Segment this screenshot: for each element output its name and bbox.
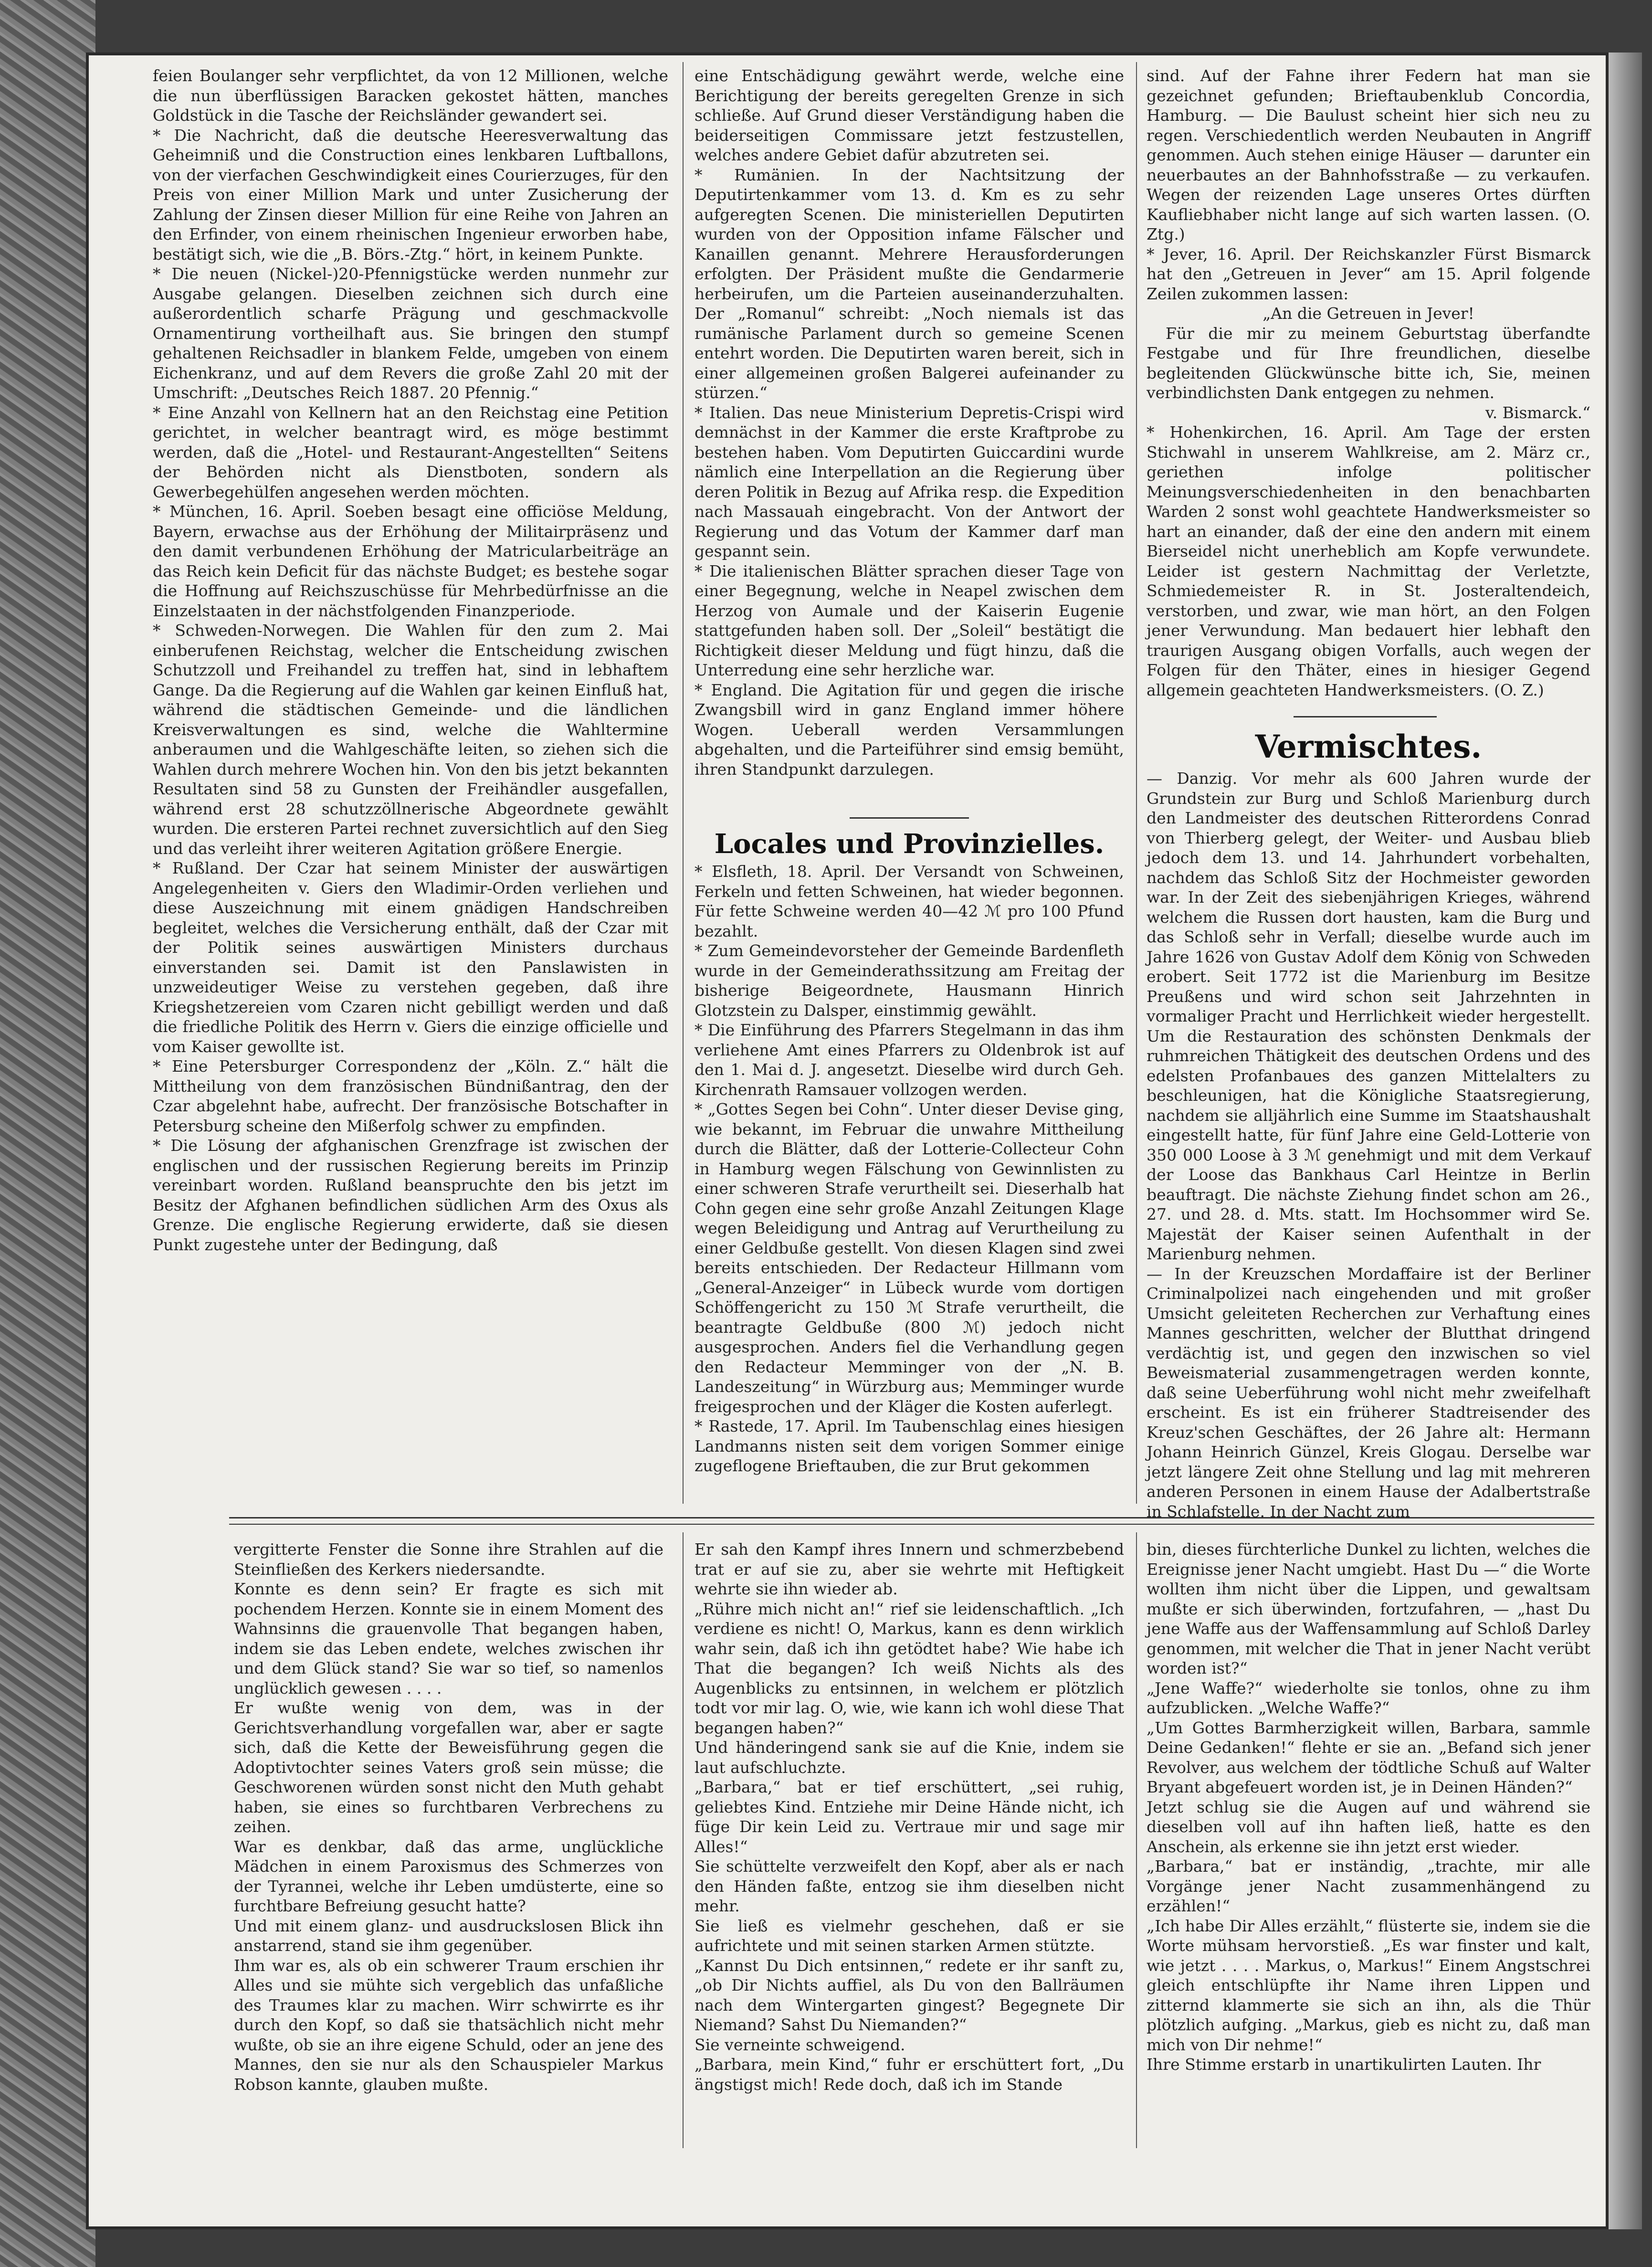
article-paragraph: * Die neuen (Nickel-)20-Pfennigstücke werden nunmehr zur Ausgabe gelangen. Dieselben zeichnen sich durch eine außerordentlich scharfe Prägung und geschmackvolle Ornamentirung vortheilhaft aus. Sie bringen den stumpf gehaltenen Reichsadler in blankem Felde, umgeben von einem Eichenkranz, und auf dem Revers die große Zahl 20 mit der Umschrift: „Deutsches Reich 1887. 20 Pfennig.“ (153, 264, 668, 402)
article-paragraph: * Rastede, 17. April. Im Taubenschlag eines hiesigen Landmanns nisten seit dem vorigen Sommer einige zugeflogene Brieftauben, die zur Brut gekommen (694, 1417, 1124, 1475)
story-paragraph: Er sah den Kampf ihres Innern und schmerzbebend trat er auf sie zu, aber sie wehrte mit Heftigkeit wehrte sie ihn wieder ab. (694, 1540, 1124, 1598)
story-paragraph: „Um Gottes Barmherzigkeit willen, Barbara, sammle Deine Gedanken!“ flehte er sie an. „Befand sich jener Revolver, aus welchem der tödtliche Schuß auf Walter Bryant abgefeuert worden ist, je in Deinen Händen?“ (1147, 1718, 1590, 1796)
feuilleton-separator-second (229, 1524, 1594, 1525)
story-paragraph: Sie schüttelte verzweifelt den Kopf, aber als er nach den Händen faßte, entzog sie ihm dieselben nicht mehr. (694, 1857, 1124, 1915)
column-top-middle (694, 66, 1124, 779)
story-paragraph: „Rühre mich nicht an!“ rief sie leidenschaftlich. „Ich verdiene es nicht! O, Markus, kann es denn wirklich wahr sein, daß ich ihn getödtet habe? Wie habe ich That die begangen? Ich weiß Nichts als des Augenblicks zu entsinnen, in welchem er plötzlich todt vor mir lag. O, wie, wie kann ich wohl diese That begangen haben?“ (694, 1599, 1124, 1737)
article-paragraph: * Zum Gemeindevorsteher der Gemeinde Bardenfleth wurde in der Gemeinderathssitzung am Freitag der bisherige Beigeordnete, Hausmann Hinrich Glotzstein zu Dalsper, einstimmig gewählt. (694, 941, 1124, 1020)
article-paragraph: * Elsfleth, 18. April. Der Versandt von Schweinen, Ferkeln und fetten Schweinen, hat wieder begonnen. Für fette Schweine werden 40—42 ℳ pro 100 Pfund bezahlt. (694, 862, 1124, 940)
article-paragraph: * Rumänien. In der Nachtsitzung der Deputirtenkammer vom 13. d. Km es zu sehr aufgeregten Scenen. Die ministeriellen Deputirten wurden von der Opposition infame Fälscher und Kanaillen genannt. Mehrere Herausforderungen erfolgten. Der Präsident mußte die Gendarmerie herbeirufen, um die Parteien auseinanderzuhalten. Der „Romanul“ schreibt: „Noch niemals ist das rumänische Parlament durch so gemeine Scenen entehrt worden. Die Deputirten waren bereit, sich in einer allgemeinen großen Balgerei aufeinander zu stürzen.“ (694, 165, 1124, 402)
column-bottom-middle (694, 1539, 1124, 2094)
heading-underline (850, 817, 969, 819)
story-paragraph: Jetzt schlug sie die Augen auf und während sie dieselben voll auf ihn haften ließ, hatte es den Anschein, als erkenne sie ihn jetzt erst wieder. (1147, 1797, 1590, 1856)
article-paragraph: — Danzig. Vor mehr als 600 Jahren wurde der Grundstein zur Burg und Schloß Marienburg durch den Landmeister des deutschen Ritterordens Conrad von Thierberg gelegt, der Weiter- und Ausbau blieb jedoch dem 13. und 14. Jahrhundert vorbehalten, nachdem das Schloß Sitz der Hochmeister geworden war. In der Zeit des siebenjährigen Krieges, während welchem die Russen dort hausten, kam die Burg und das Schloß sehr in Verfall; dieselbe wurde auch im Jahre 1626 von Gustav Adolf dem König von Schweden erobert. Seit 1772 ist die Marienburg im Besitze Preußens und wird schon seit Jahrzehnten in vormaliger Pracht und Herrlichkeit wieder hergestellt. Um die Restauration des schönsten Denkmals der ruhmreichen Thätigkeit des deutschen Ordens und des edelsten Profanbaues des ganzen Mittelalters zu beschleunigen, hat die Königliche Staatsregierung, nachdem sie alljährlich eine Summe im Staatshaushalt eingestellt hatte, für fünf Jahre eine Geld-Lotterie von 350 000 Loose à 3 ℳ genehmigt und mit dem Verkauf der Loose das Bankhaus Carl Heintze in Berlin beauftragt. Die nächste Ziehung findet schon am 26., 27. und 28. d. Mts. statt. Im Hochsommer wird Se. Majestät der Kaiser seinen Aufenthalt in der Marienburg nehmen. (1147, 769, 1590, 1263)
article-paragraph: * Jever, 16. April. Der Reichskanzler Fürst Bismarck hat den „Getreuen in Jever“ am 15. April folgende Zeilen zukommen lassen: (1147, 244, 1590, 303)
article-paragraph: * „Gottes Segen bei Cohn“. Unter dieser Devise ging, wie bekannt, im Februar die unwahre Mittheilung durch die Blätter, daß der Lotterie-Collecteur Cohn in Hamburg wegen Fälschung von Gewinnlisten zu einer schweren Strafe verurtheilt sei. Dieserhalb hat Cohn gegen eine sehr große Anzahl Zeitungen Klage wegen Beleidigung und Antrag auf Verurtheilung zu einer Geldbuße gestellt. Von diesen Klagen sind zwei bereits entschieden. Der Redacteur Hillmann vom „General-Anzeiger“ in Lübeck wurde vom dortigen Schöffengericht zu 150 ℳ Strafe verurtheilt, die beantragte Geldbuße (800 ℳ) jedoch nicht ausgesprochen. Anders fiel die Verhandlung gegen den Redacteur Memminger von der „N. B. Landeszeitung“ in Würzburg aus; Memminger wurde freigesprochen und der Kläger die Kosten auferlegt. (694, 1100, 1124, 1416)
story-paragraph: Er wußte wenig von dem, was in der Gerichtsverhandlung vorgefallen war, aber er sagte sich, daß die Kette der Beweisführung gegen die Adoptivtochter seines Vaters groß sein müsse; die Geschworenen würden sonst nicht den Muth gehabt haben, sie eines so furchtbaren Verbrechens zu zeihen. (234, 1698, 663, 1836)
column-top-middle-local (694, 862, 1124, 1476)
column-top-left (153, 66, 668, 1255)
story-paragraph: „Ich habe Dir Alles erzählt,“ flüsterte sie, indem sie die Worte mühsam hervorstieß. „Es war finster und kalt, wie jetzt . . . . Markus, o, Markus!“ Einem Angstschrei gleich entschlüpfte ihr Name ihren Lippen und zitternd klammerte sie sich an ihn, als die Thür plötzlich aufging. „Markus, gieb es nicht zu, daß man mich von Dir nehme!“ (1147, 1916, 1590, 2054)
section-heading-vermischtes: Vermischtes. (1255, 728, 1482, 765)
story-paragraph: Und mit einem glanz- und ausdruckslosen Blick ihn anstarrend, stand sie ihm gegenüber. (234, 1916, 663, 1955)
story-paragraph: „Barbara,“ bat er tief erschüttert, „sei ruhig, geliebtes Kind. Entziehe mir Deine Hände nicht, ich füge Dir kein Leid zu. Vertraue mir und sage mir Alles!“ (694, 1778, 1124, 1856)
story-paragraph: Ihm war es, als ob ein schwerer Traum erschien ihr Alles und sie mühte sich vergeblich das unfaßliche des Traumes klar zu machen. Wirr schwirrte es ihr durch den Kopf, so daß sie thatsächlich nicht mehr wußte, ob sie an ihre eigene Schuld, oder an jene des Mannes, den sie nur als den Schauspieler Markus Robson kannte, glauben mußte. (234, 1956, 663, 2094)
article-paragraph: * Hohenkirchen, 16. April. Am Tage der ersten Stichwahl in unserem Wahlkreise, am 2. März cr., geriethen infolge politischer Meinungsverschiedenheiten in den benachbarten Warden 2 sonst wohl geachtete Handwerksmeister so hart an einander, daß der eine den andern mit einem Bierseidel nicht unerheblich am Kopfe verwundete. Leider ist gestern Nachmittag der Verletzte, Schmiedemeister R. in St. Josteraltendeich, verstorben, und zwar, wie man hört, an den Folgen jener Verwundung. Man bedauert hier lebhaft den traurigen Ausgang obigen Vorfalls, auch wegen der Folgen für den Thäter, eines in hiesiger Gegend allgemein geachteten Handwerksmeisters. (O. Z.) (1147, 423, 1590, 699)
column-top-right (1147, 66, 1590, 700)
letter-signature: v. Bismarck.“ (1485, 403, 1590, 422)
article-paragraph: * Eine Anzahl von Kellnern hat an den Reichstag eine Petition gerichtet, in welcher beantragt wird, es möge bestimmt werden, daß die „Hotel- und Restaurant-Angestellten“ Seitens der Behörden nicht als Dienstboten, sondern als Gewerbegehülfen angesehen werden möchten. (153, 403, 668, 501)
story-paragraph: „Jene Waffe?“ wiederholte sie tonlos, ohne zu ihm aufzublicken. „Welche Waffe?“ (1147, 1678, 1590, 1717)
article-paragraph: sind. Auf der Fahne ihrer Federn hat man sie gezeichnet gefunden; Brieftaubenklub Concordia, Hamburg. — Die Baulust scheint hier sich neu zu regen. Verschiedentlich werden Neubauten in Angriff genommen. Auch stehen einige Häuser — darunter ein neuerbautes an der Bahnhofsstraße — zu verkaufen. Wegen der reizenden Lage unseres Ortes dürften Kaufliebhaber nicht lange auf sich warten lassen. (O. Ztg.) (1147, 66, 1590, 243)
story-paragraph: Sie verneinte schweigend. (694, 2035, 905, 2054)
story-paragraph: vergitterte Fenster die Sonne ihre Strahlen auf die Steinfließen des Kerkers niedersandte. (234, 1540, 663, 1579)
column-bottom-left (234, 1539, 663, 2094)
story-paragraph: „Kannst Du Dich entsinnen,“ redete er ihr sanft zu, „ob Dir Nichts auffiel, als Du von den Ballräumen nach dem Wintergarten gingest? Begegnete Dir Niemand? Sahst Du Niemanden?“ (694, 1956, 1124, 2034)
column-top-right-misc (1147, 769, 1590, 1521)
letter-body: Für die mir zu meinem Geburtstag überfandte Festgabe und für Ihre freundlichen, dieselbe begleitenden Glückwünsche bitte ich, Sie, meinen verbindlichsten Dank entgegen zu nehmen. (1147, 324, 1590, 402)
book-binding-edge (0, 0, 95, 2267)
story-paragraph: Konnte es denn sein? Er fragte es sich mit pochendem Herzen. Konnte sie in einem Moment des Wahnsinns die grauenvolle That begangen haben, indem sie das Leben endete, welches zwischen ihr und dem Glück stand? Sie war so tief, so namenlos unglücklich gewesen . . . . (234, 1580, 663, 1698)
heading-rule (1294, 716, 1437, 717)
article-paragraph: * Die Einführung des Pfarrers Stegelmann in das ihm verliehene Amt eines Pfarrers zu Oldenbrok ist auf den 1. Mai d. J. angesetzt. Dieselbe wird durch Geh. Kirchenrath Ramsauer vollzogen werden. (694, 1021, 1124, 1099)
column-rule-bottom-right (1136, 1532, 1137, 2148)
article-paragraph: eine Entschädigung gewährt werde, welche eine Berichtigung der bereits geregelten Grenze in sich schließe. Auf Grund dieser Verständigung haben die beiderseitigen Commissare jetzt festzustellen, welches andere Gebiet dafür abzutreten sei. (694, 66, 1124, 164)
story-paragraph: Ihre Stimme erstarb in unartikulirten Lauten. Ihr (1147, 2055, 1541, 2074)
article-paragraph: * England. Die Agitation für und gegen die irische Zwangsbill wird in ganz England immer höhere Wogen. Ueberall werden Versammlungen abgehalten, und die Parteiführer sind emsig bemüht, ihren Standpunkt darzulegen. (694, 680, 1124, 779)
article-paragraph: * Die Nachricht, daß die deutsche Heeresverwaltung das Geheimniß und die Construction eines lenkbaren Luftballons, von der vierfachen Geschwindigkeit eines Courierzuges, für den Preis von einer Million Mark und unter Zusicherung der Zahlung der Zinsen dieser Million für eine Reihe von Jahren an den Erfinder, von einem rheinischen Ingenieur erworben habe, bestätigt sich, wie die „B. Börs.-Ztg.“ hört, in keinem Punkte. (153, 126, 668, 264)
article-paragraph: * Italien. Das neue Ministerium Depretis-Crispi wird demnächst in der Kammer die erste Kraftprobe zu bestehen haben. Vom Deputirten Guiccardini wurde nämlich eine Interpellation an die Regierung über deren Politik in Bezug auf Afrika resp. die Expedition nach Massauah eingebracht. Von der Antwort der Regierung und das Votum der Kammer darf man gespannt sein. (694, 403, 1124, 560)
article-paragraph: feien Boulanger sehr verpflichtet, da von 12 Millionen, welche die nun überflüssigen Baracken gekostet hätten, manches Goldstück in die Tasche der Reichsländer gewandert sei. (153, 66, 668, 125)
story-paragraph: bin, dieses fürchterliche Dunkel zu lichten, welches die Ereignisse jener Nacht umgiebt. Hast Du —“ die Worte wollten ihm nicht über die Lippen, und gewaltsam mußte er sich überwinden, fortzufahren, — „hast Du jene Waffe aus der Waffensammlung auf Schloß Darley genommen, mit welcher die That in jener Nacht verübt worden ist?“ (1147, 1540, 1590, 1677)
article-paragraph: * Rußland. Der Czar hat seinem Minister der auswärtigen Angelegenheiten v. Giers den Wladimir-Orden verliehen und diese Auszeichnung mit einem gnädigen Handschreiben begleitet, welches die Versicherung enthält, daß der Czar mit der Politik seines auswärtigen Ministers durchaus einverstanden sei. Damit ist den Panslawisten in unzweideutiger Weise zu verstehen gegeben, daß ihre Kriegshetzereien vom Czaren nicht gebilligt werden und daß die friedliche Politik des Herrn v. Giers die einzige officielle und vom Kaiser gewollte ist. (153, 859, 668, 1056)
article-paragraph: * Die italienischen Blätter sprachen dieser Tage von einer Begegnung, welche in Neapel zwischen dem Herzog von Aumale und der Kaiserin Eugenie stattgefunden haben soll. Der „Soleil“ bestätigt die Richtigkeit dieser Meldung und fügt hinzu, daß die Unterredung eine sehr herzliche war. (694, 561, 1124, 679)
story-paragraph: Sie ließ es vielmehr geschehen, daß er sie aufrichtete und mit seinen starken Armen stützte. (694, 1916, 1124, 1955)
story-paragraph: Und händeringend sank sie auf die Knie, indem sie laut aufschluchzte. (694, 1738, 1124, 1777)
page-edge-shadow (1609, 53, 1642, 2229)
article-paragraph: — In der Kreuzschen Mordaffaire ist der Berliner Criminalpolizei nach eingehenden und mit großer Umsicht geleiteten Recherchen zur Verhaftung eines Mannes geschritten, welcher der Blutthat dringend verdächtig ist, und gegen den inzwischen so viel Beweismaterial zusammengetragen werden konnte, daß seine Ueberführung wohl nicht mehr zweifelhaft erscheint. Es ist ein früherer Stadtreisender des Kreuz'schen Geschäftes, der 26 Jahre alt: Hermann Johann Heinrich Günzel, Kreis Glogau. Derselbe war jetzt längere Zeit ohne Stellung und lag mit mehreren anderen Personen in einem Hause der Adalbertstraße in Schlafstelle. In der Nacht zum (1147, 1264, 1590, 1521)
article-paragraph: * Eine Petersburger Correspondenz der „Köln. Z.“ hält die Mittheilung von dem französischen Bündnißantrag, den der Czar abgelehnt habe, aufrecht. Der französische Botschafter in Petersburg scheine den Mißerfolg schwer zu empfinden. (153, 1057, 668, 1135)
letter-salutation: „An die Getreuen in Jever! (1263, 304, 1474, 323)
story-paragraph: War es denkbar, daß das arme, unglückliche Mädchen in einem Paroxismus des Schmerzes von der Tyrannei, welche ihr Leben umdüsterte, eine so furchtbare Befreiung gesucht hatte? (234, 1837, 663, 1915)
column-rule-bottom-left (683, 1532, 684, 2148)
article-paragraph: * München, 16. April. Soeben besagt eine officiöse Meldung, Bayern, erwachse aus der Erhöhung der Militairpräsenz und den damit verbundenen Erhöhung der Matricularbeiträge an das Reich kein Deficit für das nächste Budget; es bestehe sogar die Hoffnung auf Reichszuschüsse für Mehrbedürfnisse an die Einzelstaaten in der nächstfolgenden Finanzperiode. (153, 502, 668, 620)
article-paragraph: * Die Lösung der afghanischen Grenzfrage ist zwischen der englischen und der russischen Regierung bereits im Prinzip vereinbart worden. Rußland beanspruchte den bis jetzt im Besitz der Afghanen befindlichen südlichen Arm des Oxus als Grenze. Die englische Regierung erwiderte, daß sie diesen Punkt zugestehe unter der Bedingung, daß (153, 1136, 668, 1254)
column-rule-left (683, 62, 684, 1504)
column-rule-right (1136, 62, 1137, 1504)
section-heading-locales: Locales und Provinzielles. (714, 828, 1105, 860)
story-paragraph: „Barbara, mein Kind,“ fuhr er erschüttert fort, „Du ängstigst mich! Rede doch, daß ich im Stande (694, 2055, 1124, 2094)
column-bottom-right (1147, 1539, 1590, 2075)
article-paragraph: * Schweden-Norwegen. Die Wahlen für den zum 2. Mai einberufenen Reichstag, welcher die Entscheidung zwischen Schutzzoll und Freihandel zu treffen hat, sind in lebhaftem Gange. Da die Regierung auf die Wahlen gar keinen Einfluß hat, während die städtischen Gemeinde- und die ländlichen Kreisverwaltungen es sind, welche die Wahltermine anberaumen und die Wahlgeschäfte leiten, so ziehen sich die Wahlen durch mehrere Wochen hin. Von den bis jetzt bekannten Resultaten sind 58 zu Gunsten der Freihändler ausgefallen, während erst 28 schutzzöllnerische Abgeordnete gewählt wurden. Die ersteren Partei rechnet zuversichtlich auf den Sieg und das verleiht ihrer weiteren Agitation größere Energie. (153, 621, 668, 858)
story-paragraph: „Barbara,“ bat er inständig, „trachte, mir alle Vorgänge jener Nacht zusammenhängend zu erzählen!“ (1147, 1857, 1590, 1915)
